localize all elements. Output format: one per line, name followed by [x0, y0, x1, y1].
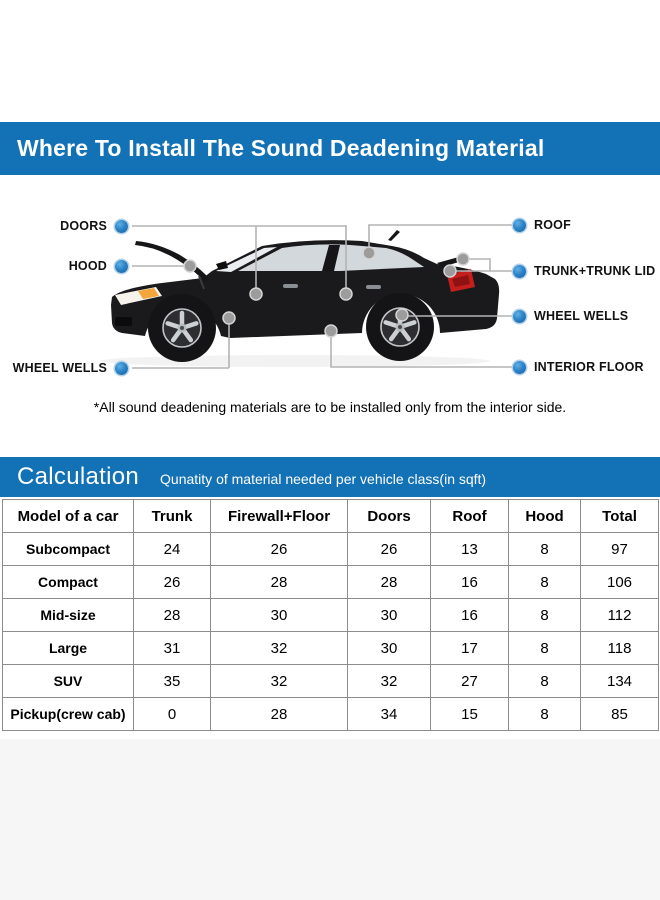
cell-value: 32: [211, 632, 348, 665]
cell-model: Pickup(crew cab): [3, 698, 134, 731]
blue-marker-icon: [513, 219, 526, 232]
col-header-hood: Hood: [509, 500, 581, 533]
callout-hood-label: HOOD: [68, 259, 107, 273]
callout-roof: [513, 218, 571, 232]
cell-model: Mid-size: [3, 599, 134, 632]
cell-value: 28: [211, 566, 348, 599]
callout-wheel-wells-right: [513, 309, 628, 323]
calculation-subtitle: Qunatity of material needed per vehicle class(in sqft): [160, 471, 487, 487]
blue-marker-icon: [115, 260, 128, 273]
blue-marker-icon: [115, 220, 128, 233]
cell-value: 26: [348, 533, 431, 566]
callout-wheel-wells-left: [0, 361, 128, 375]
cell-value: 8: [509, 698, 581, 731]
cell-value: 32: [348, 665, 431, 698]
cell-value: 30: [348, 599, 431, 632]
cell-value: 8: [509, 632, 581, 665]
cell-value: 30: [211, 599, 348, 632]
cell-model: Subcompact: [3, 533, 134, 566]
table-row: [3, 665, 659, 698]
cell-value: 85: [581, 698, 659, 731]
cell-value: 30: [348, 632, 431, 665]
blue-marker-icon: [115, 362, 128, 375]
car-shadow: [100, 355, 490, 367]
cell-value: 15: [431, 698, 509, 731]
table-row: [3, 566, 659, 599]
callout-interior-floor-label: INTERIOR FLOOR: [534, 360, 644, 374]
callout-trunk: [513, 264, 655, 278]
quantity-table-wrap: [2, 499, 658, 731]
cell-value: 28: [211, 698, 348, 731]
blue-marker-icon: [513, 361, 526, 374]
cell-model: Large: [3, 632, 134, 665]
callout-doors-label: DOORS: [60, 219, 107, 233]
callout-roof-label: ROOF: [534, 218, 571, 232]
hood-open: [135, 241, 209, 282]
cell-value: 118: [581, 632, 659, 665]
cell-value: 28: [348, 566, 431, 599]
cell-value: 0: [134, 698, 211, 731]
cell-value: 34: [348, 698, 431, 731]
col-header-firewall-floor: Firewall+Floor: [211, 500, 348, 533]
door-handle-front: [283, 284, 298, 288]
col-header-total: Total: [581, 500, 659, 533]
callout-interior-floor: [513, 360, 644, 374]
bottom-background: [0, 739, 660, 900]
cell-value: 31: [134, 632, 211, 665]
col-header-roof: Roof: [431, 500, 509, 533]
cell-value: 24: [134, 533, 211, 566]
cell-value: 26: [211, 533, 348, 566]
callout-wheel-wells-left-label: WHEEL WELLS: [12, 361, 107, 375]
table-row: [3, 698, 659, 731]
cell-value: 35: [134, 665, 211, 698]
cell-value: 17: [431, 632, 509, 665]
cell-value: 112: [581, 599, 659, 632]
table-header-row: [3, 500, 659, 533]
calculation-title: Calculation: [17, 463, 140, 490]
cell-value: 8: [509, 566, 581, 599]
banner-title: Where To Install The Sound Deadening Material: [17, 135, 545, 161]
cell-value: 106: [581, 566, 659, 599]
cell-value: 8: [509, 533, 581, 566]
col-header-model: Model of a car: [3, 500, 134, 533]
cell-value: 134: [581, 665, 659, 698]
cell-value: 97: [581, 533, 659, 566]
cell-value: 13: [431, 533, 509, 566]
blue-marker-icon: [513, 310, 526, 323]
col-header-trunk: Trunk: [134, 500, 211, 533]
cell-value: 8: [509, 665, 581, 698]
table-row: [3, 533, 659, 566]
cell-value: 27: [431, 665, 509, 698]
callout-hood: [0, 259, 128, 273]
calculation-banner: [0, 457, 660, 497]
install-note: *All sound deadening materials are to be installed only from the interior side.: [93, 399, 567, 415]
table-row: [3, 599, 659, 632]
cell-value: 8: [509, 599, 581, 632]
cell-model: Compact: [3, 566, 134, 599]
antenna: [388, 230, 400, 241]
callout-trunk-label: TRUNK+TRUNK LID: [534, 264, 656, 278]
col-header-doors: Doors: [348, 500, 431, 533]
door-handle-rear: [366, 285, 381, 289]
quantity-table: [2, 499, 659, 731]
callout-doors: [0, 219, 128, 233]
front-wheel: [148, 294, 216, 362]
callout-wheel-wells-right-label: WHEEL WELLS: [534, 309, 629, 323]
cell-value: 16: [431, 599, 509, 632]
rear-wheel: [366, 293, 434, 361]
cell-value: 32: [211, 665, 348, 698]
title-banner: [0, 122, 660, 175]
table-row: [3, 632, 659, 665]
cell-value: 16: [431, 566, 509, 599]
cell-model: SUV: [3, 665, 134, 698]
cell-value: 28: [134, 599, 211, 632]
front-intake: [115, 317, 132, 326]
blue-marker-icon: [513, 265, 526, 278]
cell-value: 26: [134, 566, 211, 599]
